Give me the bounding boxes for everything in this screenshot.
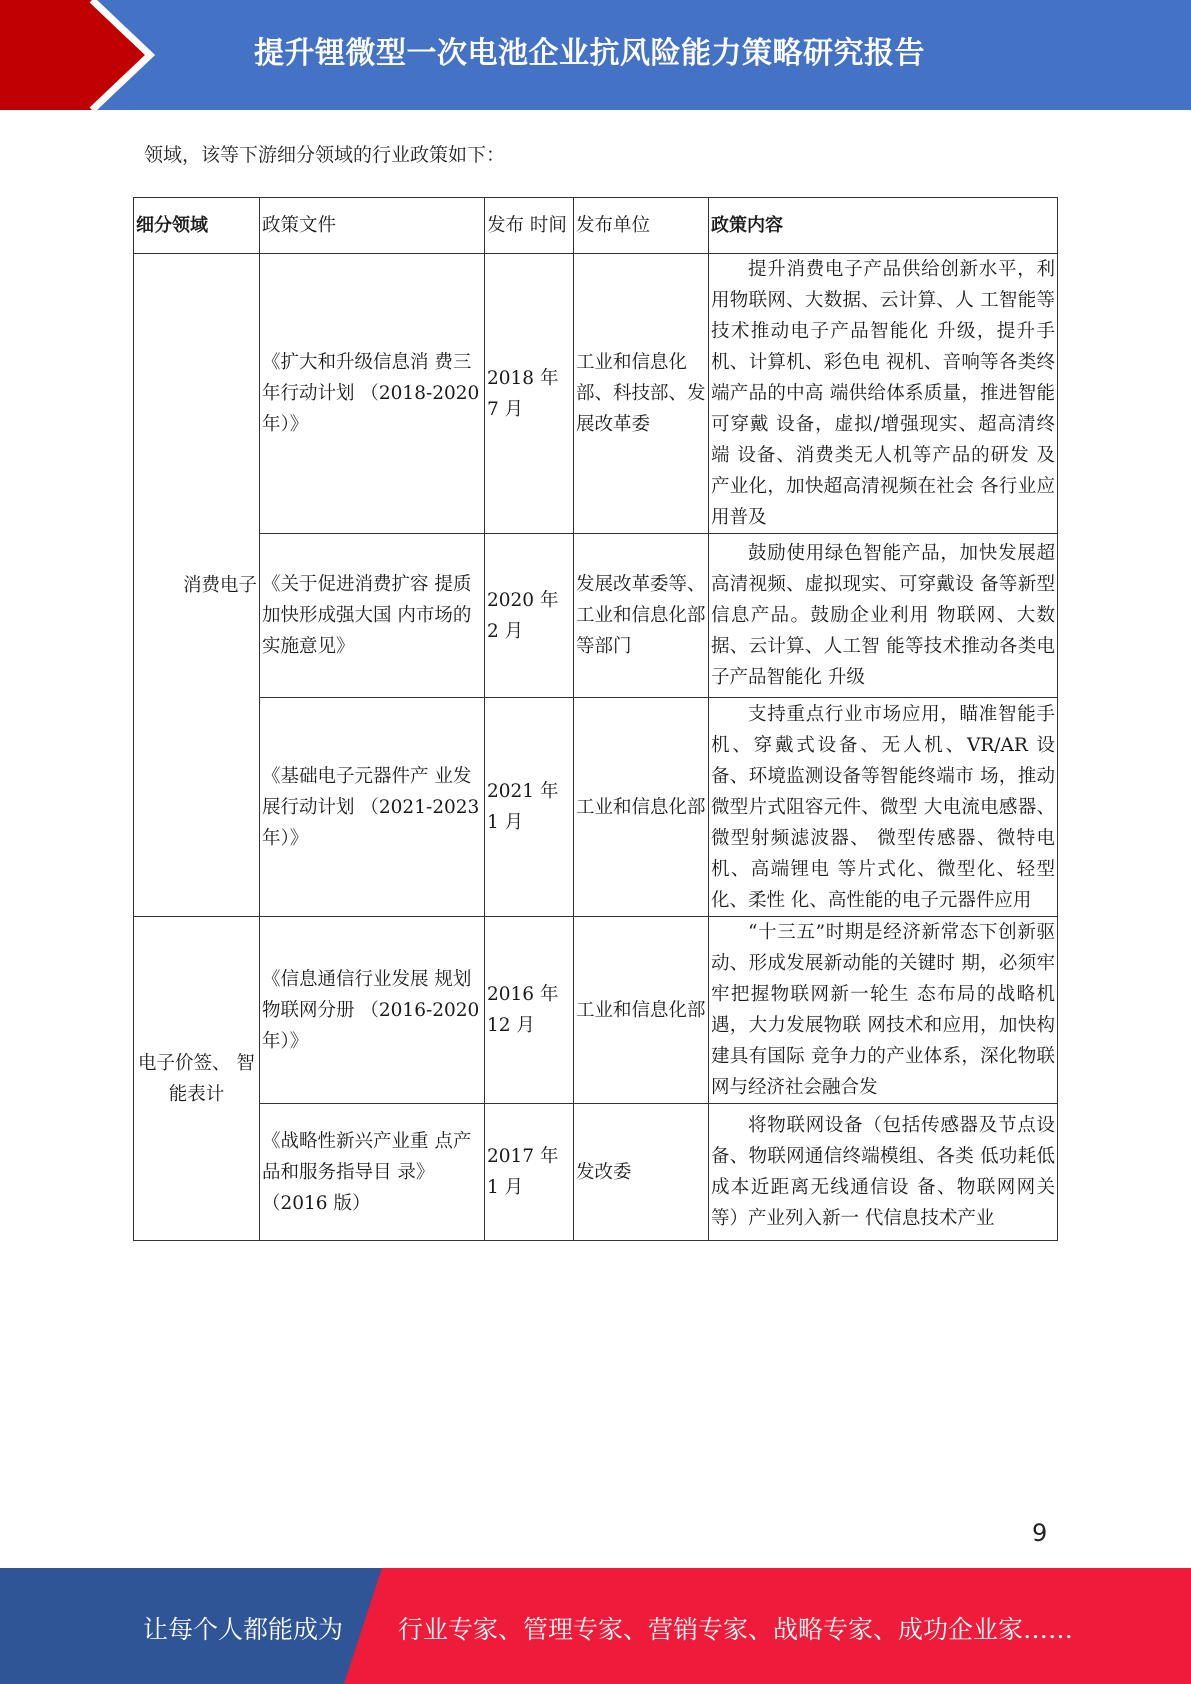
time-cell: 2017 年 1 月 [485,1104,574,1241]
field-cell: 电子价签、 智能表计 [134,917,260,1241]
footer-slogan-left: 让每个人都能成为 [143,1615,344,1644]
publisher-cell: 工业和信息化部 [574,698,709,917]
page-footer [0,1568,1191,1684]
header-content: 政策内容 [709,198,1058,254]
time-cell: 2020 年 2 月 [485,534,574,698]
policy-table [133,197,1058,1241]
header-red-arrow [0,0,150,110]
header-publisher: 发布单位 [574,198,709,254]
table-row [134,534,1058,698]
content-cell: 提升消费电子产品供给创新水平，利用物联网、大数据、云计算、人 工智能等技术推动电子产品智能化 升级，提升手机、计算机、彩色电 视机、音响等各类终端产品的中高 端供给体系质量，推进智能可穿戴 设备，虚拟/增强现实、超高清终端 设备、消费类无人机等产品的研发 及产业化，加快超高清视频在社会 各行业应用普及 [709,254,1058,534]
document-cell: 《战略性新兴产业重 点产品和服务指导目 录》（2016 版） [260,1104,485,1241]
table-row [134,254,1058,534]
publisher-cell: 发展改革委等、工业和信息化部等部门 [574,534,709,698]
page-header [0,0,1191,110]
document-cell: 《信息通信行业发展 规划物联网分册 （2016-2020 年）》 [260,917,485,1104]
document-cell: 《扩大和升级信息消 费三年行动计划 （2018-2020 年）》 [260,254,485,534]
table-row [134,1104,1058,1241]
footer-slogan-right: 行业专家、管理专家、营销专家、战略专家、成功企业家…… [398,1615,1074,1644]
content-cell: 支持重点行业市场应用，瞄准智能手机、穿戴式设备、无人机、VR/AR 设备、环境监测设备等智能终端市 场，推动微型片式阻容元件、微型 大电流电感器、微型射频滤波器、 微型传感器、微特电机、高端锂电 等片式化、微型化、轻型化、柔性 化、高性能的电子元器件应用 [709,698,1058,917]
header-time: 发布 时间 [485,198,574,254]
document-cell: 《关于促进消费扩容 提质加快形成强大国 内市场的实施意见》 [260,534,485,698]
table-row [134,698,1058,917]
header-field: 细分领域 [134,198,260,254]
publisher-cell: 发改委 [574,1104,709,1241]
header-document: 政策文件 [260,198,485,254]
content-cell: “十三五”时期是经济新常态下创新驱动、形成发展新动能的关键时 期，必须牢牢把握物联网新一轮生 态布局的战略机遇，大力发展物联 网技术和应用，加快构建具有国际 竞争力的产业体系，深化物联网与经济社会融合发 [709,917,1058,1104]
document-cell: 《基础电子元器件产 业发展行动计划 （2021-2023 年）》 [260,698,485,917]
time-cell: 2021 年 1 月 [485,698,574,917]
page-number: 9 [1032,1519,1048,1547]
time-cell: 2016 年 12 月 [485,917,574,1104]
report-title: 提升锂微型一次电池企业抗风险能力策略研究报告 [254,36,925,71]
intro-text: 领域，该等下游细分领域的行业政策如下： [144,144,506,166]
content-cell: 将物联网设备（包括传感器及节点设备、物联网通信终端模组、各类 低功耗低成本近距离无线通信设 备、物联网网关等）产业列入新一 代信息技术产业 [709,1104,1058,1241]
content-cell: 鼓励使用绿色智能产品，加快发展超高清视频、虚拟现实、可穿戴设 备等新型信息产品。鼓励企业利用 物联网、大数据、云计算、人工智 能等技术推动各类电子产品智能化 升级 [709,534,1058,698]
publisher-cell: 工业和信息化部、科技部、发展改革委 [574,254,709,534]
publisher-cell: 工业和信息化部 [574,917,709,1104]
table-row [134,917,1058,1104]
table-header-row [134,198,1058,254]
time-cell: 2018 年 7 月 [485,254,574,534]
field-cell: 消费电子 [134,254,260,917]
